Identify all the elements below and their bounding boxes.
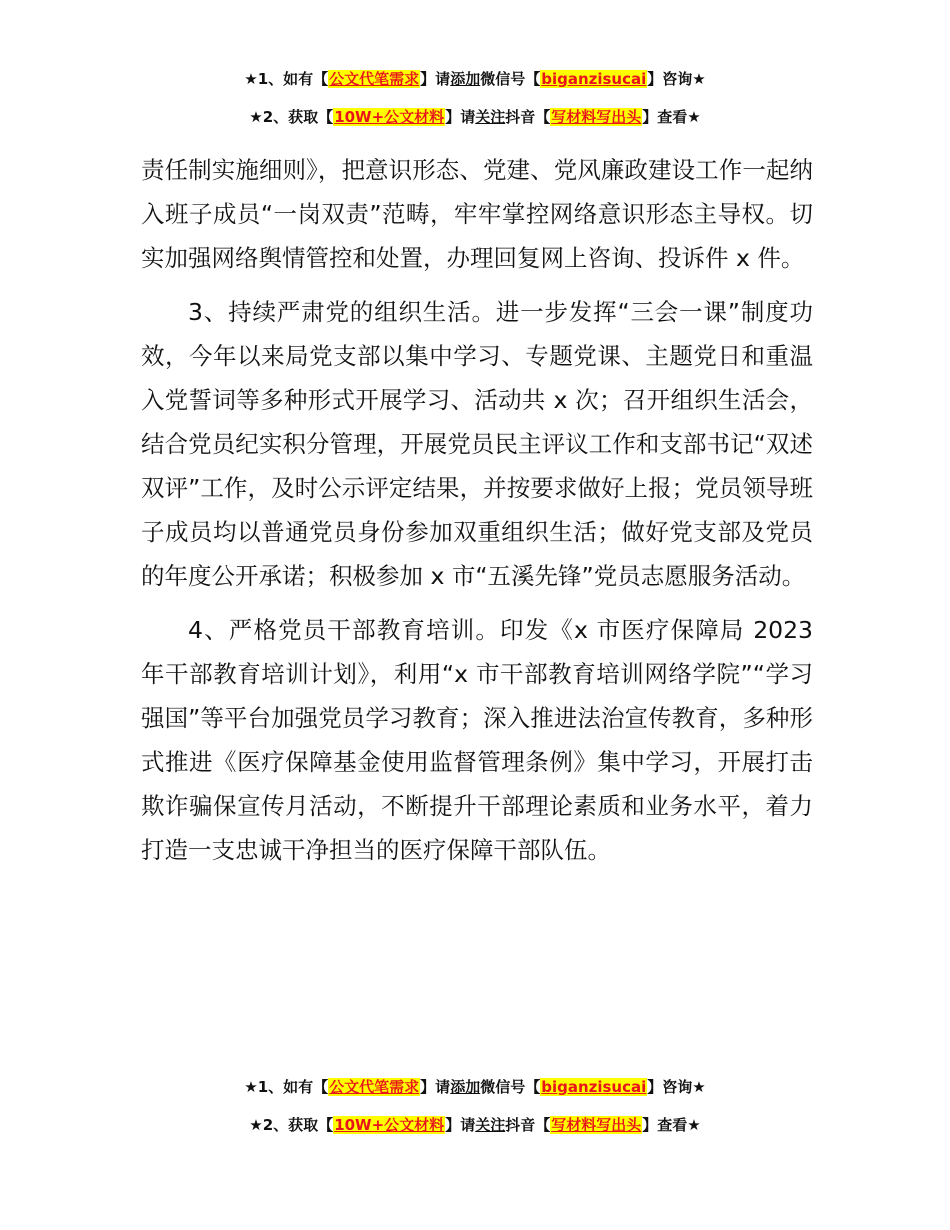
highlight-douyin-account: 写材料写出头 xyxy=(551,1116,642,1134)
banner-text: 】咨询★ xyxy=(647,70,706,88)
banner-text: 抖音【 xyxy=(505,108,551,126)
highlight-douyin-account: 写材料写出头 xyxy=(551,108,642,126)
bottom-banner-line-1 xyxy=(0,1076,950,1098)
banner-text: ★1、如有【 xyxy=(244,1078,329,1096)
banner-underlined-word: 关注 xyxy=(475,1116,506,1134)
banner-underlined-word: 添加 xyxy=(450,1078,481,1096)
highlight-wechat-id: biganzisucai xyxy=(541,70,647,88)
banner-text: 】查看★ xyxy=(642,1116,701,1134)
banner-underlined-word: 关注 xyxy=(475,108,506,126)
banner-text: ★2、获取【 xyxy=(249,1116,334,1134)
paragraph-education-training: 4、严格党员干部教育培训。印发《x 市医疗保障局 2023 年干部教育培训计划》，利用“x 市干部教育培训网络学院”“学习强国”等平台加强党员学习教育；深入推进法治宣传教育，多种形式推进《医疗保障基金使用监督管理条例》集中学习，开展打击欺诈骗保宣传月活动，不断提升干部理论素质和业务水平，着力打造一支忠诚干净担当的医疗保障干部队伍。 xyxy=(141,616,813,864)
banner-text: 】请 xyxy=(445,108,476,126)
highlight-service: 公文代笔需求 xyxy=(329,1078,420,1096)
banner-text: 】查看★ xyxy=(642,108,701,126)
banner-text: 抖音【 xyxy=(505,1116,551,1134)
top-banner-line-1 xyxy=(0,68,950,90)
highlight-wechat-id: biganzisucai xyxy=(541,1078,647,1096)
banner-text: 】请 xyxy=(445,1116,476,1134)
bottom-banner-line-2 xyxy=(0,1114,950,1136)
banner-text: 微信号【 xyxy=(480,1078,541,1096)
banner-text: 】请 xyxy=(420,70,451,88)
banner-underlined-word: 添加 xyxy=(450,70,481,88)
banner-text: 】请 xyxy=(420,1078,451,1096)
paragraph-continuation: 责任制实施细则》，把意识形态、党建、党风廉政建设工作一起纳入班子成员“一岗双责”范畴，牢牢掌控网络意识形态主导权。切实加强网络舆情管控和处置，办理回复网上咨询、投诉件 x 件。 xyxy=(141,156,813,272)
banner-text: ★2、获取【 xyxy=(249,108,334,126)
top-banner-line-2 xyxy=(0,106,950,128)
banner-text: ★1、如有【 xyxy=(244,70,329,88)
highlight-materials: 10W+公文材料 xyxy=(334,1116,445,1134)
banner-text: 】咨询★ xyxy=(647,1078,706,1096)
document-body xyxy=(141,148,813,882)
highlight-materials: 10W+公文材料 xyxy=(334,108,445,126)
banner-text: 微信号【 xyxy=(480,70,541,88)
paragraph-organizational-life: 3、持续严肃党的组织生活。进一步发挥“三会一课”制度功效，今年以来局党支部以集中学习、专题党课、主题党日和重温入党誓词等多种形式开展学习、活动共 x 次；召开组织生活会，结合党员纪实积分管理，开展党员民主评议工作和支部书记“双述双评”工作，及时公示评定结果，并按要求做好上报；党员领导班子成员均以普通党员身份参加双重组织生活；做好党支部及党员的年度公开承诺；积极参加 x 市“五溪先锋”党员志愿服务活动。 xyxy=(141,298,813,590)
highlight-service: 公文代笔需求 xyxy=(329,70,420,88)
